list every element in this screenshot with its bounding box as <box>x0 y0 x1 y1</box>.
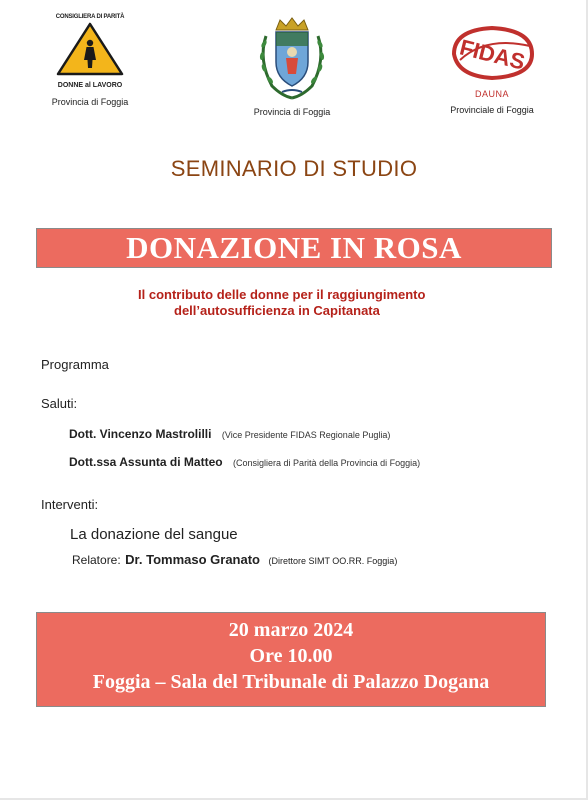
speaker-role: (Vice Presidente FIDAS Regionale Puglia) <box>221 430 391 440</box>
main-title: DONAZIONE IN ROSA <box>126 230 462 265</box>
greetings-label: Saluti: <box>41 396 78 411</box>
speaker-name: Dott. Vincenzo Mastrolilli <box>69 427 212 441</box>
event-info-box <box>36 612 546 707</box>
event-time: Ore 10.00 <box>249 645 333 667</box>
speaker-role: (Direttore SIMT OO.RR. Foggia) <box>268 556 398 566</box>
fidas-brand-text: FIDAS <box>457 34 528 75</box>
subtitle <box>138 287 498 319</box>
logo-dauna-text: DAUNA <box>474 89 509 99</box>
talk-title: La donazione del sangue <box>70 526 238 543</box>
fidas-drop-icon <box>446 22 538 82</box>
logo-provincia-foggia <box>236 16 348 117</box>
talk-speaker <box>72 551 397 569</box>
subtitle-line-2: dell’autosufficienza in Capitanata <box>174 303 380 318</box>
subtitle-line-1: Il contributo delle donne per il raggiungimento <box>138 287 426 302</box>
speaker-label: Relatore: <box>72 553 121 567</box>
event-location: Foggia – Sala del Tribunale di Palazzo Dogana <box>92 671 490 693</box>
event-date: 20 marzo 2024 <box>228 619 354 641</box>
warning-sign-woman-icon <box>56 22 124 76</box>
speaker-name: Dr. Tommaso Granato <box>125 552 260 567</box>
program-label: Programma <box>41 357 109 372</box>
logo-consigliera-parita <box>40 14 140 107</box>
logo-caption-left: Provincia di Foggia <box>51 97 129 107</box>
logo-caption-right: Provinciale di Foggia <box>450 105 534 115</box>
logo-caption-center: Provincia di Foggia <box>253 107 331 117</box>
main-title-banner <box>36 228 552 268</box>
speaker-role: (Consigliera di Parità della Provincia di Foggia) <box>233 458 421 468</box>
seminar-title: SEMINARIO DI STUDIO <box>170 156 418 181</box>
logo-fidas-dauna <box>430 22 554 115</box>
logo-top-text: CONSIGLIERA DI PARITÀ <box>55 14 125 20</box>
logo-bottom-text: DONNE al LAVORO <box>57 82 123 89</box>
speaker-name: Dott.ssa Assunta di Matteo <box>69 455 223 469</box>
coat-of-arms-icon <box>252 16 332 102</box>
greeting-speaker-1 <box>69 425 390 443</box>
talks-label: Interventi: <box>41 497 99 512</box>
greeting-speaker-2 <box>69 453 420 471</box>
